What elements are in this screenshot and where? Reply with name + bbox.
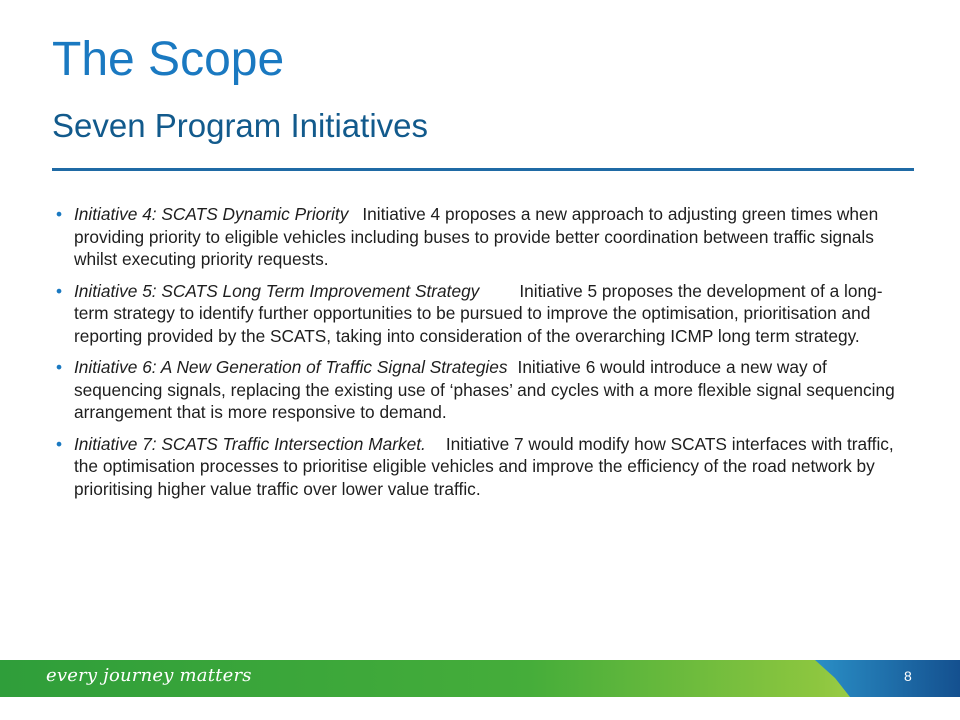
title-divider <box>52 168 914 171</box>
footer-tagline: every journey matters <box>46 665 252 686</box>
bullet-text: Initiative 6 would introduce a new way of sequencing signals, replacing the existing use of ‘phases’ and cycles with a more flexible signal sequencing arrangement that is more responsive to demand. <box>74 357 895 422</box>
bullet-dot-icon: • <box>56 357 63 377</box>
bullet-heading: Initiative 6: A New Generation of Traffic Signal Strategies <box>74 357 508 377</box>
bullet-dot-icon: • <box>56 204 63 224</box>
bullet-text: Initiative 7 would modify how SCATS interfaces with traffic, the optimisation processes to prioritise eligible vehicles and improve the efficiency of the road network by prioritising higher value traffic over lower value traffic. <box>74 433 894 499</box>
slide-subtitle: Seven Program Initiatives <box>52 107 429 144</box>
initiative-list <box>56 203 914 509</box>
slide-title: The Scope <box>52 33 285 86</box>
bullet-initiative-7 <box>56 433 914 501</box>
bullet-heading: Initiative 4: SCATS Dynamic Priority <box>74 204 349 224</box>
bullet-initiative-6 <box>56 356 914 424</box>
bullet-heading: Initiative 7: SCATS Traffic Intersection Market. <box>74 433 426 454</box>
bullet-initiative-5 <box>56 280 914 348</box>
bullet-text: Initiative 5 proposes the development of a long-term strategy to identify further opportunities to be pursued to improve the optimisation, prioritisation and reporting provided by the SCATS, taking into consideration of the overarching ICMP long term strategy. <box>74 280 883 346</box>
bullet-text: Initiative 4 proposes a new approach to adjusting green times when providing priority to eligible vehicles including buses to provide better coordination between traffic signals whilst executing priority requests. <box>74 204 879 269</box>
page-number: 8 <box>904 668 912 684</box>
bullet-initiative-4 <box>56 203 914 271</box>
bullet-dot-icon: • <box>56 433 63 454</box>
bullet-heading: Initiative 5: SCATS Long Term Improvement Strategy <box>74 280 480 301</box>
bullet-dot-icon: • <box>56 280 63 301</box>
